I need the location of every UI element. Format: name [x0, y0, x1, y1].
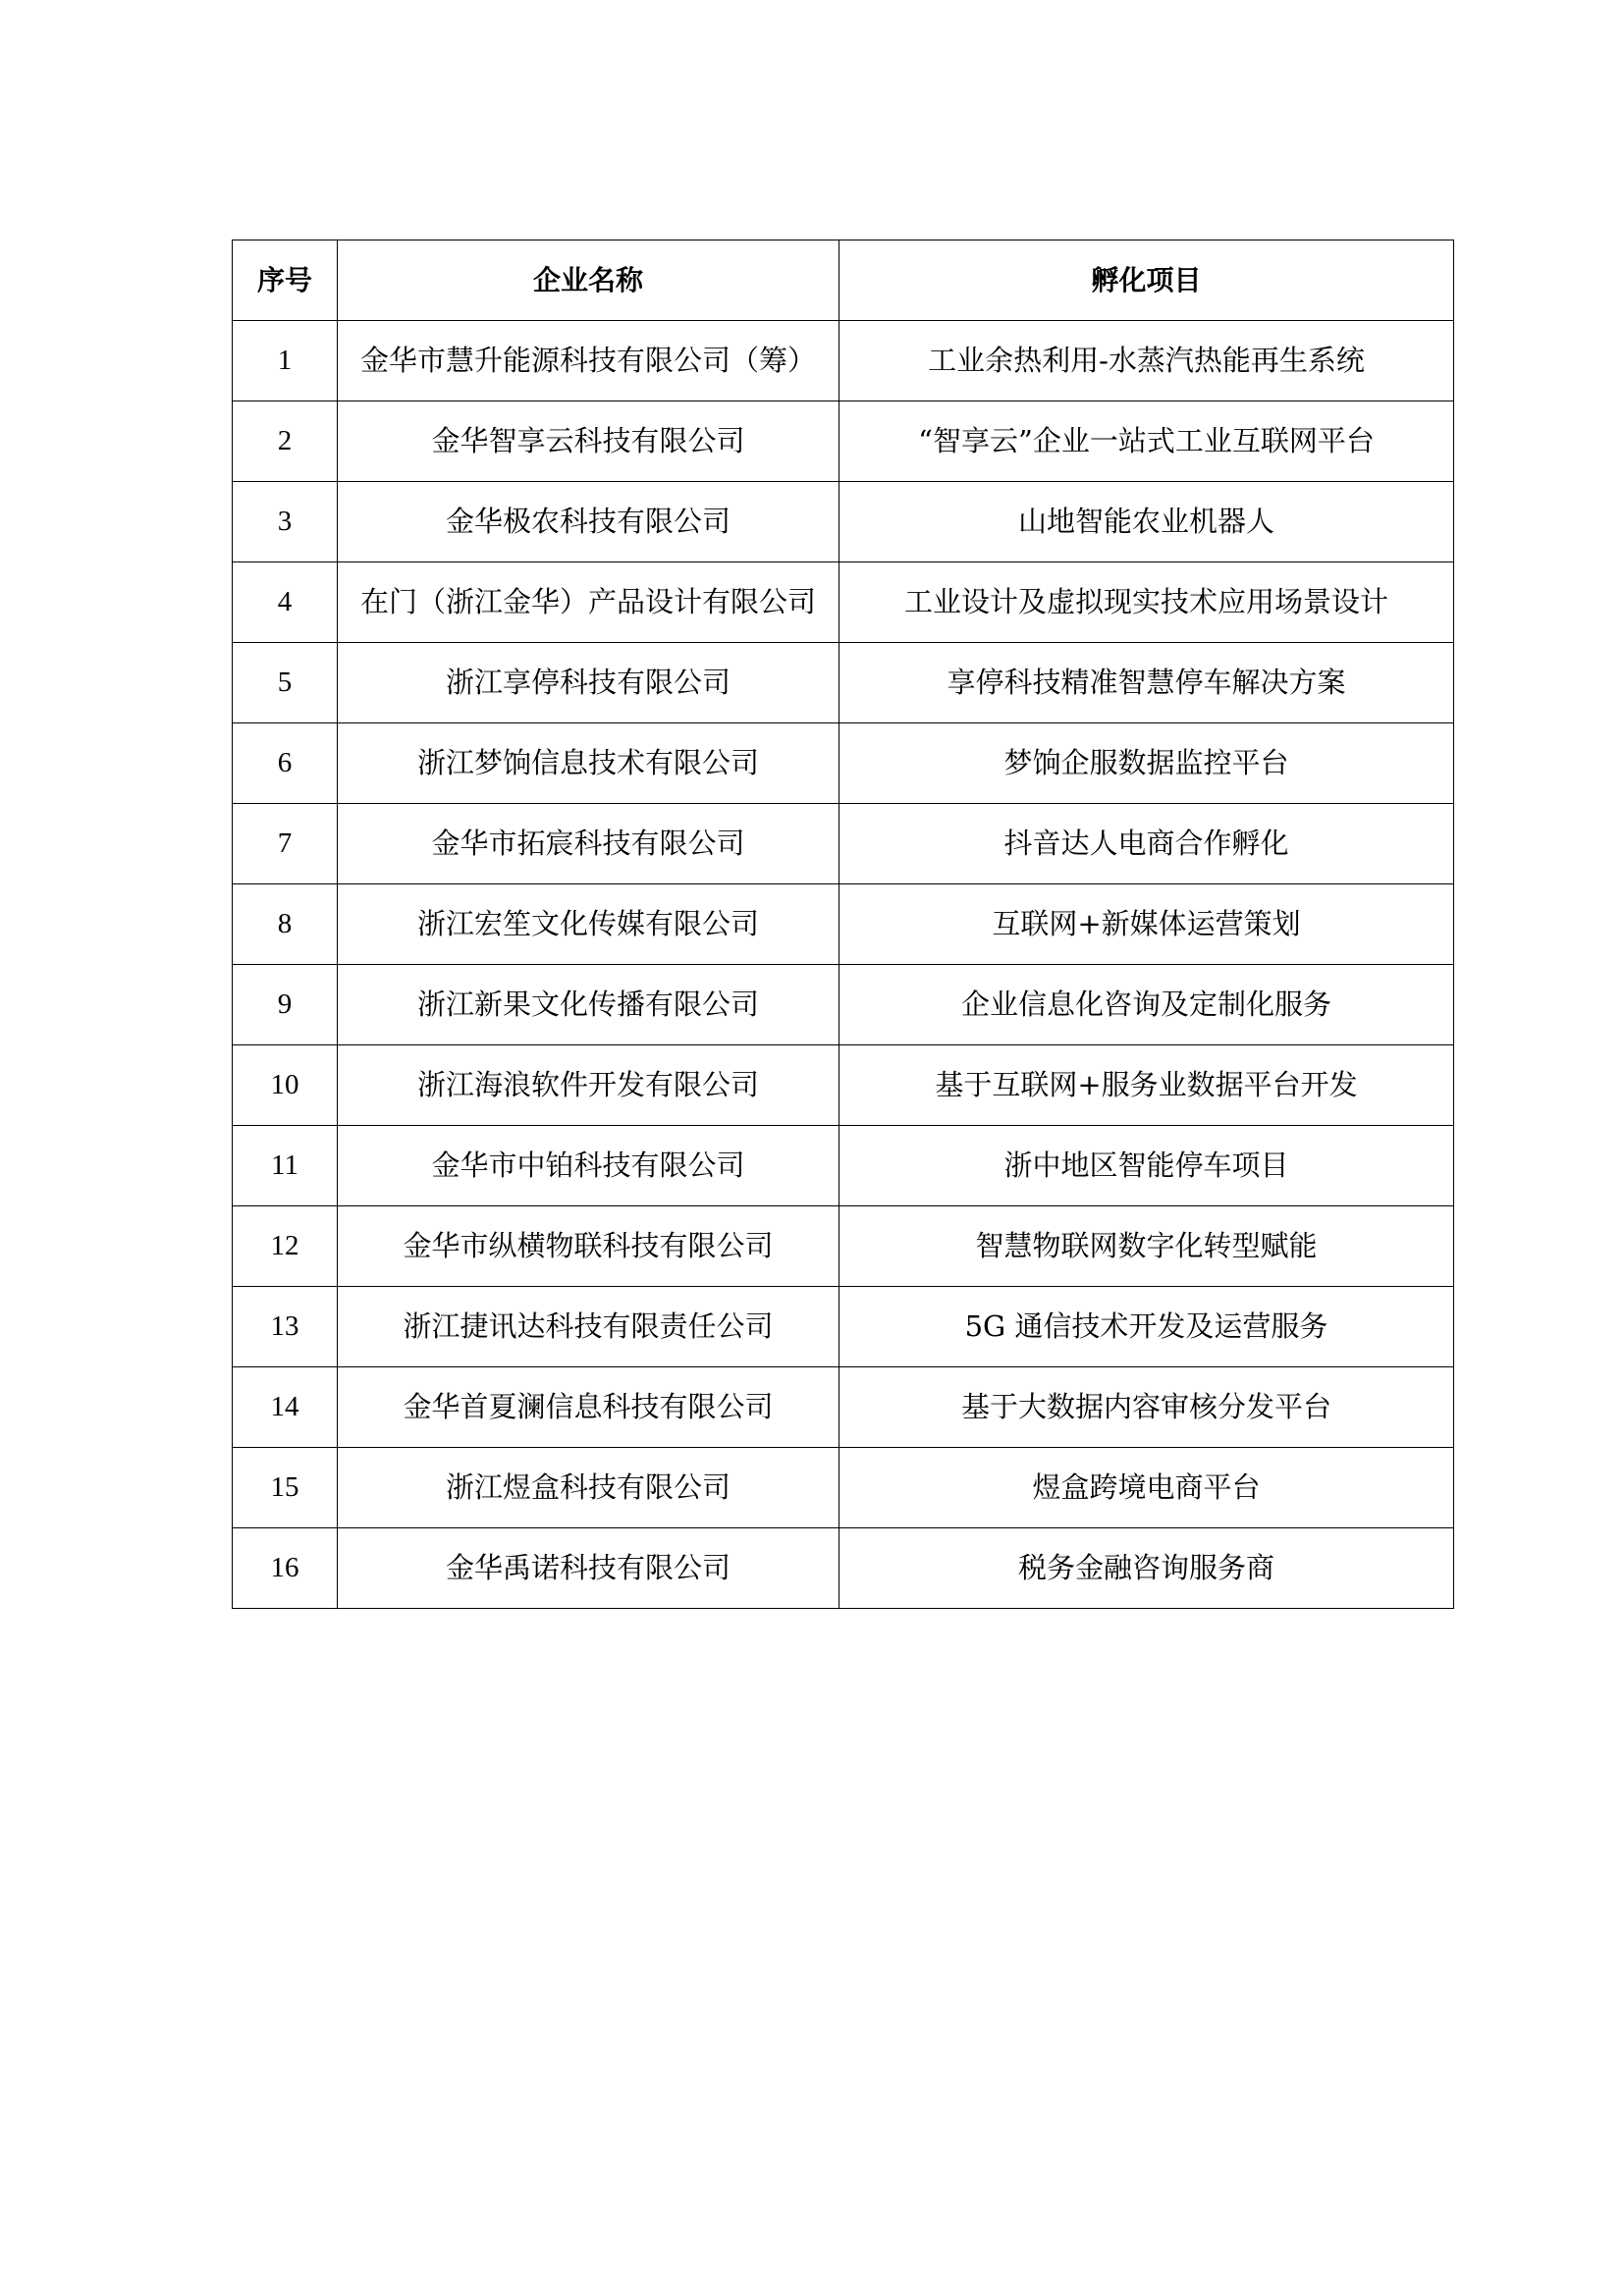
- table-row: [233, 1287, 1454, 1367]
- row-project: 互联网+新媒体运营策划: [839, 884, 1454, 965]
- row-company: 金华市纵横物联科技有限公司: [338, 1206, 839, 1287]
- header-index: 序号: [233, 240, 338, 321]
- row-index: 12: [233, 1206, 338, 1287]
- row-project: 山地智能农业机器人: [839, 482, 1454, 562]
- row-company: 金华极农科技有限公司: [338, 482, 839, 562]
- row-company: 浙江宏笙文化传媒有限公司: [338, 884, 839, 965]
- table-row: [233, 1045, 1454, 1126]
- row-project: 智慧物联网数字化转型赋能: [839, 1206, 1454, 1287]
- row-company: 金华智享云科技有限公司: [338, 401, 839, 482]
- table-row: [233, 401, 1454, 482]
- table-row: [233, 643, 1454, 723]
- row-project: 税务金融咨询服务商: [839, 1528, 1454, 1609]
- table-row: [233, 804, 1454, 884]
- row-index: 1: [233, 321, 338, 401]
- row-company: 在门（浙江金华）产品设计有限公司: [338, 562, 839, 643]
- row-project: 浙中地区智能停车项目: [839, 1126, 1454, 1206]
- row-project: 工业设计及虚拟现实技术应用场景设计: [839, 562, 1454, 643]
- row-company: 金华市慧升能源科技有限公司（筹）: [338, 321, 839, 401]
- row-company: 浙江海浪软件开发有限公司: [338, 1045, 839, 1126]
- row-company: 浙江捷讯达科技有限责任公司: [338, 1287, 839, 1367]
- row-project: 煜盒跨境电商平台: [839, 1448, 1454, 1528]
- row-index: 9: [233, 965, 338, 1045]
- header-project: 孵化项目: [839, 240, 1454, 321]
- table-row: [233, 1448, 1454, 1528]
- table-row: [233, 562, 1454, 643]
- table-row: [233, 1206, 1454, 1287]
- row-company: 浙江新果文化传播有限公司: [338, 965, 839, 1045]
- row-index: 7: [233, 804, 338, 884]
- table-row: [233, 1126, 1454, 1206]
- row-index: 13: [233, 1287, 338, 1367]
- row-index: 2: [233, 401, 338, 482]
- row-company: 金华禹诺科技有限公司: [338, 1528, 839, 1609]
- row-index: 6: [233, 723, 338, 804]
- row-index: 8: [233, 884, 338, 965]
- header-company: 企业名称: [338, 240, 839, 321]
- row-index: 5: [233, 643, 338, 723]
- incubation-projects-table: [232, 240, 1454, 1609]
- table-header-row: [233, 240, 1454, 321]
- row-project: 基于大数据内容审核分发平台: [839, 1367, 1454, 1448]
- row-index: 14: [233, 1367, 338, 1448]
- row-company: 金华首夏澜信息科技有限公司: [338, 1367, 839, 1448]
- row-project: 企业信息化咨询及定制化服务: [839, 965, 1454, 1045]
- row-company: 浙江梦饷信息技术有限公司: [338, 723, 839, 804]
- row-project: 工业余热利用-水蒸汽热能再生系统: [839, 321, 1454, 401]
- row-project: 抖音达人电商合作孵化: [839, 804, 1454, 884]
- row-project: 享停科技精准智慧停车解决方案: [839, 643, 1454, 723]
- row-index: 3: [233, 482, 338, 562]
- row-index: 15: [233, 1448, 338, 1528]
- row-project: “智享云”企业一站式工业互联网平台: [839, 401, 1454, 482]
- row-index: 11: [233, 1126, 338, 1206]
- table-row: [233, 482, 1454, 562]
- row-index: 10: [233, 1045, 338, 1126]
- row-company: 金华市拓宸科技有限公司: [338, 804, 839, 884]
- table-row: [233, 723, 1454, 804]
- table-row: [233, 884, 1454, 965]
- row-project: 5G 通信技术开发及运营服务: [839, 1287, 1454, 1367]
- row-index: 16: [233, 1528, 338, 1609]
- row-project: 基于互联网+服务业数据平台开发: [839, 1045, 1454, 1126]
- table-row: [233, 1528, 1454, 1609]
- row-company: 浙江享停科技有限公司: [338, 643, 839, 723]
- table-row: [233, 321, 1454, 401]
- table-row: [233, 965, 1454, 1045]
- row-index: 4: [233, 562, 338, 643]
- row-company: 金华市中铂科技有限公司: [338, 1126, 839, 1206]
- table-row: [233, 1367, 1454, 1448]
- row-project: 梦饷企服数据监控平台: [839, 723, 1454, 804]
- row-company: 浙江煜盒科技有限公司: [338, 1448, 839, 1528]
